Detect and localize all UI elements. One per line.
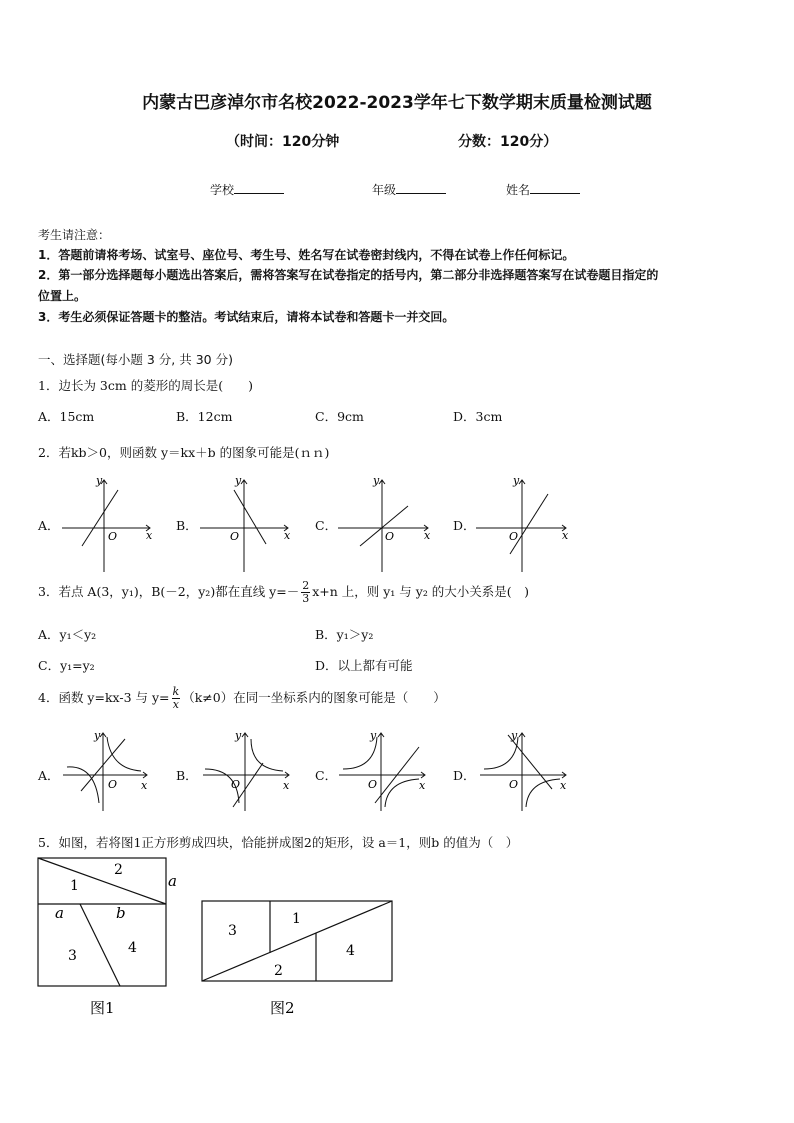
q2-graph-c bbox=[373, 474, 431, 543]
side-a-label: a bbox=[168, 872, 177, 890]
origin-label: O bbox=[108, 530, 118, 543]
section-heading: 一、选择题(每小题 3 分, 共 30 分) bbox=[38, 352, 233, 367]
axis-x-label: x bbox=[146, 529, 153, 542]
axis-x-label: x bbox=[283, 779, 290, 792]
q4-graph-a bbox=[94, 729, 148, 792]
axis-y-label: y bbox=[513, 474, 520, 487]
q2-graph-d bbox=[509, 474, 569, 543]
question-3-stem bbox=[38, 580, 529, 605]
origin-label: O bbox=[368, 778, 378, 791]
piece-label: 4 bbox=[128, 940, 137, 956]
q5-figure-2 bbox=[202, 901, 355, 1017]
q2-graph-b bbox=[230, 474, 291, 543]
fraction-numerator: k bbox=[172, 685, 180, 698]
piece-label: 2 bbox=[274, 963, 283, 979]
note-item: 1．答题前请将考场、试室号、座位号、考生号、姓名写在试卷密封线内，不得在试卷上作任何标记。 bbox=[38, 248, 575, 262]
q4-fraction bbox=[172, 686, 181, 711]
origin-label: O bbox=[509, 778, 519, 791]
axis-x-label: x bbox=[424, 529, 431, 542]
origin-label: O bbox=[385, 530, 395, 543]
note-item: 位置上。 bbox=[38, 289, 87, 303]
q4-stem-start: 4．函数 y=kx-3 与 y= bbox=[38, 690, 170, 705]
grade-field[interactable] bbox=[372, 181, 446, 198]
side-b-label: b bbox=[116, 904, 126, 922]
grade-label: 年级 bbox=[372, 183, 397, 197]
grade-blank[interactable] bbox=[396, 181, 446, 194]
axis-y-label: y bbox=[235, 729, 242, 742]
piece-label: 2 bbox=[114, 862, 123, 878]
name-blank[interactable] bbox=[530, 181, 580, 194]
q3-stem-start: 3．若点 A(3，y₁)，B(－2，y₂)都在直线 y=－ bbox=[38, 584, 300, 599]
school-field[interactable] bbox=[210, 181, 284, 198]
q2-option-d[interactable]: D． bbox=[453, 518, 476, 533]
axis-y-label: y bbox=[370, 729, 377, 742]
axis-x-label: x bbox=[419, 779, 426, 792]
school-label: 学校 bbox=[210, 183, 235, 197]
note-item: 3．考生必须保证答题卡的整洁。考试结束后，请将本试卷和答题卡一并交回。 bbox=[38, 310, 455, 324]
q4-option-d[interactable]: D． bbox=[453, 768, 476, 783]
q5-figure-1 bbox=[38, 858, 177, 1017]
fraction-denominator: x bbox=[172, 698, 179, 711]
axis-y-label: y bbox=[373, 474, 380, 487]
name-field[interactable] bbox=[506, 181, 580, 198]
page-title: 内蒙古巴彦淖尔市名校2022-2023学年七下数学期末质量检测试题 bbox=[142, 93, 652, 113]
q4-stem-end: （k≠0）在同一坐标系内的图象可能是（ ） bbox=[182, 690, 446, 705]
school-blank[interactable] bbox=[234, 181, 284, 194]
origin-label: O bbox=[231, 778, 241, 791]
q1-option-c[interactable]: C．9cm bbox=[315, 409, 364, 424]
fraction-numerator: 2 bbox=[302, 579, 310, 592]
axis-x-label: x bbox=[560, 779, 567, 792]
piece-label: 3 bbox=[68, 948, 77, 964]
q3-option-d[interactable]: D．以上都有可能 bbox=[315, 658, 413, 673]
q4-graph-c bbox=[368, 729, 426, 792]
fraction-denominator: 3 bbox=[302, 592, 310, 605]
axis-x-label: x bbox=[284, 529, 291, 542]
q4-graph-b bbox=[231, 729, 290, 792]
question-4-stem bbox=[38, 686, 446, 711]
figure-1-caption: 图1 bbox=[90, 999, 115, 1017]
question-2-stem: 2．若kb＞0，则函数 y＝kx＋b 的图象可能是(ｎｎ) bbox=[38, 445, 330, 460]
q1-option-b[interactable]: B．12cm bbox=[176, 409, 233, 424]
axis-y-label: y bbox=[94, 729, 101, 742]
q2-option-c[interactable]: C． bbox=[315, 518, 338, 533]
exam-score: 分数：120分） bbox=[458, 134, 558, 150]
figure-2-caption: 图2 bbox=[270, 999, 295, 1017]
q2-option-b[interactable]: B． bbox=[176, 518, 198, 533]
q1-option-a[interactable]: A．15cm bbox=[38, 409, 95, 424]
axis-x-label: x bbox=[562, 529, 569, 542]
exam-time: （时间：120分钟 bbox=[226, 134, 340, 150]
q3-option-a[interactable]: A．y₁＜y₂ bbox=[38, 627, 97, 642]
q3-fraction bbox=[301, 580, 310, 605]
axis-y-label: y bbox=[511, 729, 518, 742]
origin-label: O bbox=[230, 530, 240, 543]
q2-option-a[interactable]: A． bbox=[38, 518, 60, 533]
name-label: 姓名 bbox=[506, 183, 531, 197]
piece-label: 4 bbox=[346, 943, 355, 959]
q4-option-a[interactable]: A． bbox=[38, 768, 60, 783]
q4-option-c[interactable]: C． bbox=[315, 768, 338, 783]
piece-label: 3 bbox=[228, 923, 237, 939]
origin-label: O bbox=[108, 778, 118, 791]
q3-stem-end: x+n 上，则 y₁ 与 y₂ 的大小关系是( ) bbox=[312, 584, 530, 599]
q3-option-c[interactable]: C．y₁=y₂ bbox=[38, 658, 95, 673]
q4-graph-d bbox=[509, 729, 567, 792]
question-1-stem: 1．边长为 3cm 的菱形的周长是( ) bbox=[38, 378, 253, 393]
q2-graph-a bbox=[96, 474, 153, 543]
q4-option-b[interactable]: B． bbox=[176, 768, 198, 783]
piece-label: 1 bbox=[70, 878, 79, 894]
note-item: 2．第一部分选择题每小题选出答案后，需将答案写在试卷指定的括号内，第二部分非选择题答案写在试卷题目指定的 bbox=[38, 268, 659, 282]
axis-y-label: y bbox=[235, 474, 242, 487]
notes-heading: 考生请注意： bbox=[38, 228, 111, 242]
origin-label: O bbox=[509, 530, 519, 543]
axis-y-label: y bbox=[96, 474, 103, 487]
q1-option-d[interactable]: D．3cm bbox=[453, 409, 503, 424]
question-5-stem: 5．如图，若将图1正方形剪成四块，恰能拼成图2的矩形，设 a＝1，则b 的值为（ ） bbox=[38, 835, 519, 850]
axis-x-label: x bbox=[141, 779, 148, 792]
side-a-label: a bbox=[55, 904, 64, 922]
piece-label: 1 bbox=[292, 911, 301, 927]
q3-option-b[interactable]: B．y₁＞y₂ bbox=[315, 627, 374, 642]
